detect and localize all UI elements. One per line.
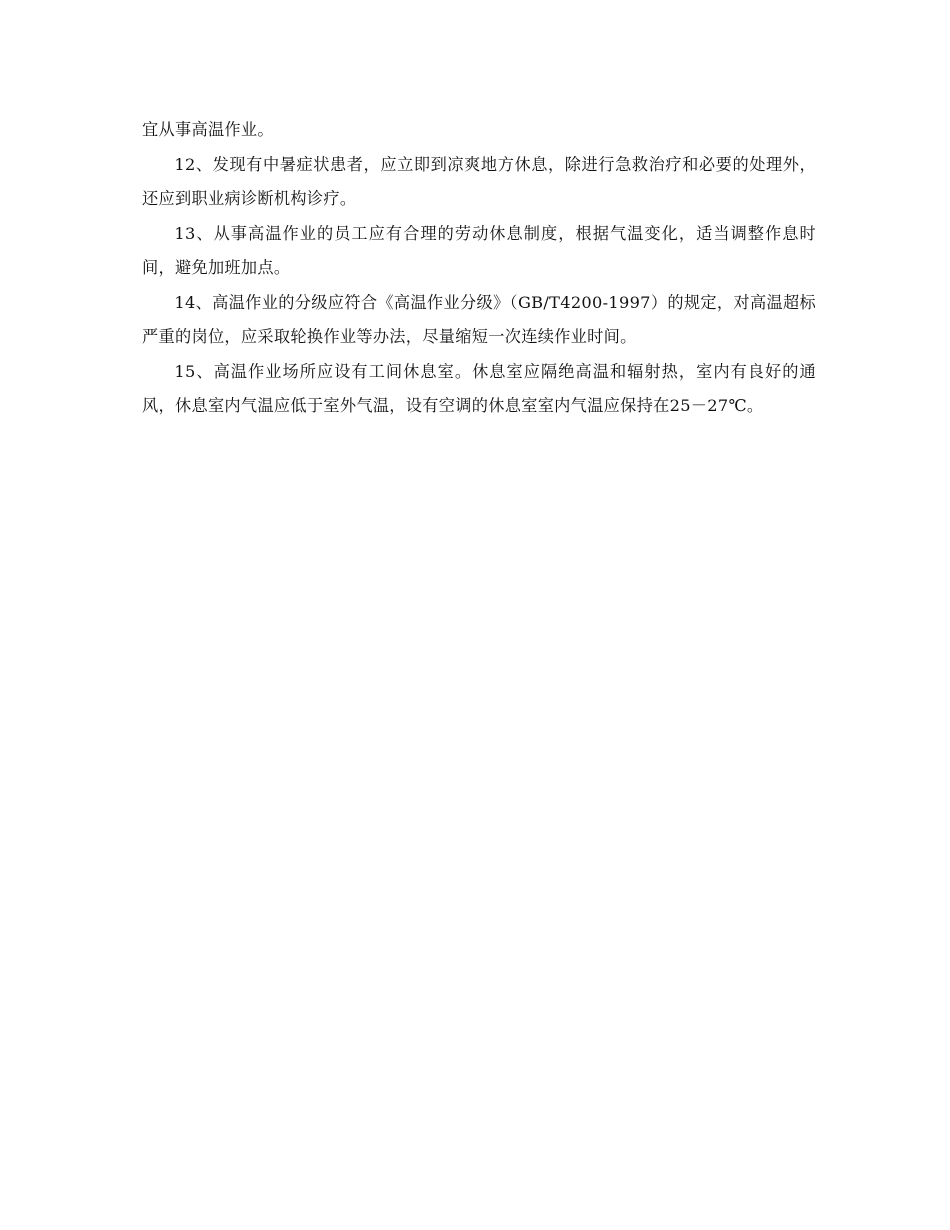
- paragraph-item-12: 12、发现有中暑症状患者，应立即到凉爽地方休息，除进行急救治疗和必要的处理外，还应到职业病诊断机构诊疗。: [142, 154, 816, 208]
- document-body: [142, 113, 816, 424]
- paragraph-continuation: 宜从事高温作业。: [142, 120, 274, 139]
- paragraph-item-14: 14、高温作业的分级应符合《高温作业分级》（GB/T4200-1997）的规定，对高温超标严重的岗位，应采取轮换作业等办法，尽量缩短一次连续作业时间。: [142, 292, 816, 346]
- paragraph-item-13: 13、从事高温作业的员工应有合理的劳动休息制度，根据气温变化，适当调整作息时间，避免加班加点。: [142, 223, 816, 277]
- paragraph-item-15: 15、高温作业场所应设有工间休息室。休息室应隔绝高温和辐射热，室内有良好的通风，休息室内气温应低于室外气温，设有空调的休息室室内气温应保持在25－27℃。: [142, 361, 816, 415]
